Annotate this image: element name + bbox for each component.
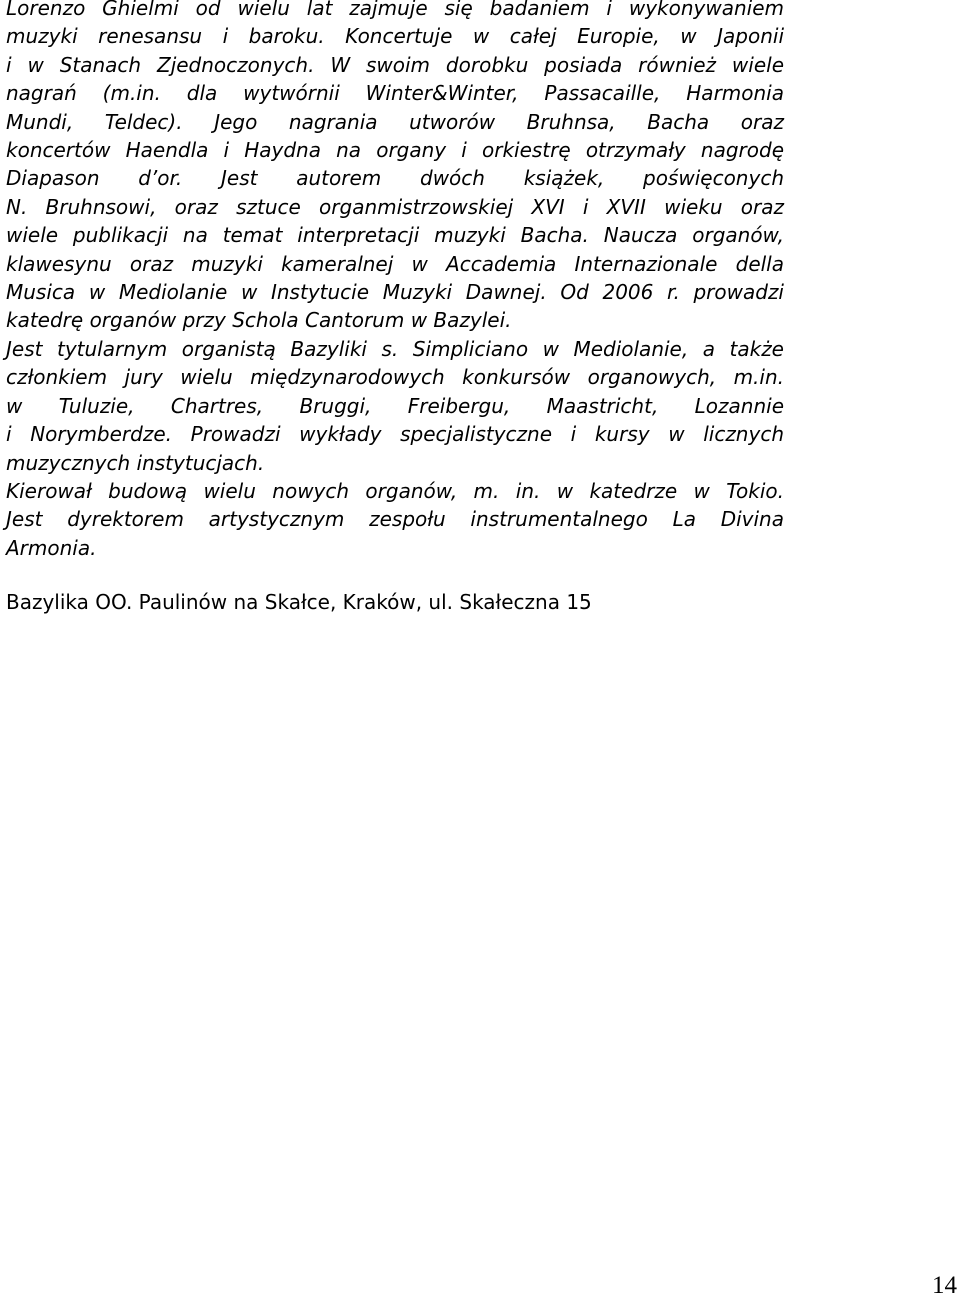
- page-number: 14: [932, 1272, 957, 1299]
- biography-line: Jest tytularnym organistą Bazyliki s. Simpliciano w Mediolanie, a także: [6, 336, 784, 361]
- biography-line: Musica w Mediolanie w Instytucie Muzyki Dawnej. Od 2006 r. prowadzi: [6, 280, 784, 305]
- biography-line: Jest dyrektorem artystycznym zespołu instrumentalnego La Divina: [6, 507, 784, 532]
- biography-line: muzyki renesansu i baroku. Koncertuje w całej Europie, w Japonii: [6, 24, 784, 49]
- biography-line: członkiem jury wielu międzynarodowych konkursów organowych, m.in.: [6, 365, 784, 390]
- biography-line: muzycznych instytucjach.: [6, 450, 265, 475]
- biography-line: wiele publikacji na temat interpretacji muzyki Bacha. Naucza organów,: [6, 223, 784, 248]
- biography-line: Mundi, Teldec). Jego nagrania utworów Bruhnsa, Bacha oraz: [6, 109, 784, 134]
- biography-line: Diapason d’or. Jest autorem dwóch książek, poświęconych: [6, 166, 784, 191]
- biography-line: i w Stanach Zjednoczonych. W swoim dorobku posiada również wiele: [6, 52, 784, 77]
- biography-line: katedrę organów przy Schola Cantorum w Bazylei.: [6, 308, 512, 333]
- venue-address: Bazylika OO. Paulinów na Skałce, Kraków, ul. Skałeczna 15: [6, 590, 592, 614]
- biography-line: N. Bruhnsowi, oraz sztuce organmistrzowskiej XVI i XVII wieku oraz: [6, 194, 784, 219]
- biography-line: i Norymberdze. Prowadzi wykłady specjalistyczne i kursy w licznych: [6, 422, 784, 447]
- biography-line: w Tuluzie, Chartres, Bruggi, Freibergu, Maastricht, Lozannie: [6, 393, 784, 418]
- biography-line: Armonia.: [6, 535, 97, 560]
- biography-line: koncertów Haendla i Haydna na organy i orkiestrę otrzymały nagrodę: [6, 138, 784, 163]
- biography-line: Lorenzo Ghielmi od wielu lat zajmuje się badaniem i wykonywaniem: [6, 0, 784, 20]
- biography-line: Kierował budową wielu nowych organów, m. in. w katedrze w Tokio.: [6, 478, 784, 503]
- biography-line: klawesynu oraz muzyki kameralnej w Accademia Internazionale della: [6, 251, 784, 276]
- biography-text: [6, 0, 784, 562]
- biography-line: nagrań (m.in. dla wytwórnii Winter&Winter, Passacaille, Harmonia: [6, 81, 784, 106]
